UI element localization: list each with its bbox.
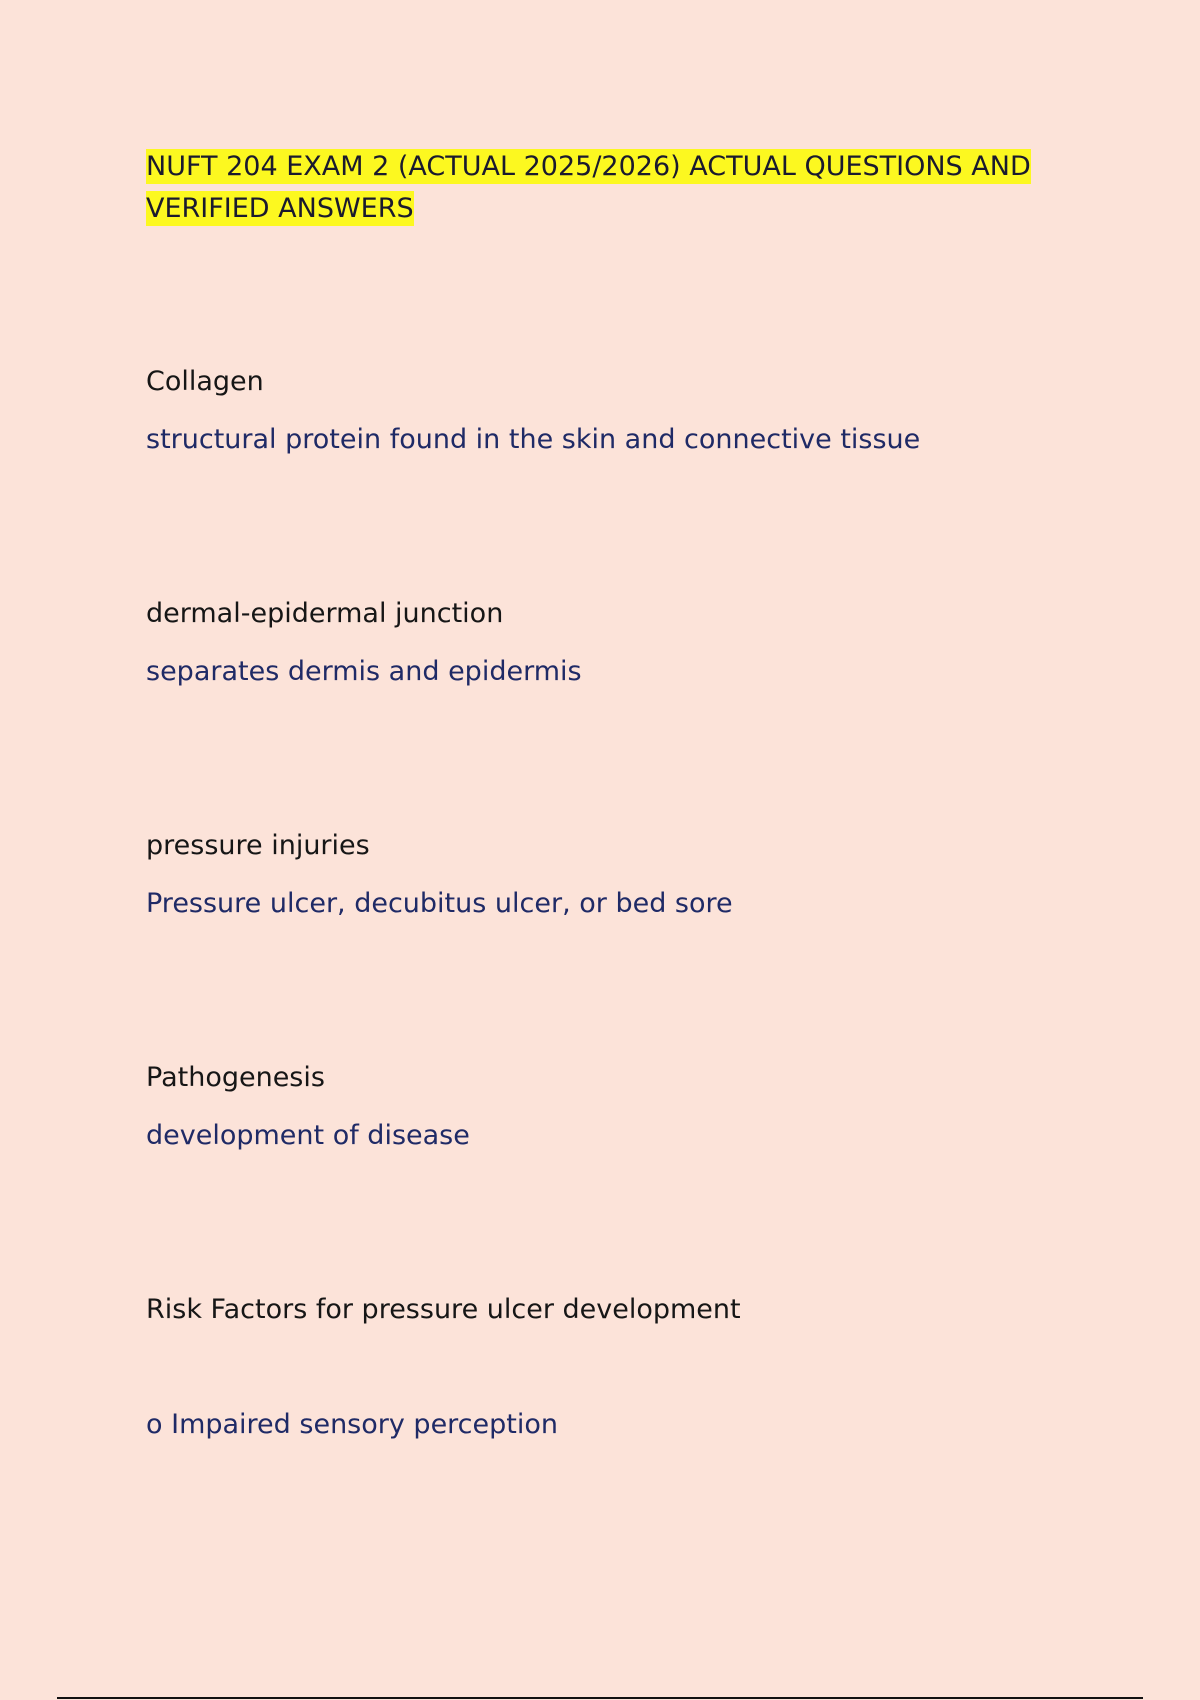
entry-term: Collagen bbox=[146, 366, 264, 397]
entry-spacer bbox=[146, 864, 1126, 886]
entry-term: dermal-epidermal junction bbox=[146, 598, 504, 629]
entry-spacer bbox=[146, 1096, 1126, 1118]
entry-term: pressure injuries bbox=[146, 830, 370, 861]
document-title bbox=[146, 146, 1046, 230]
entry-term: Pathogenesis bbox=[146, 1062, 325, 1093]
entry-definition: Pressure ulcer, decubitus ulcer, or bed sore bbox=[146, 888, 733, 919]
entry-definition: development of disease bbox=[146, 1120, 470, 1151]
flashcard-entry bbox=[146, 1292, 1126, 1443]
entry-spacer bbox=[146, 1328, 1126, 1407]
entry-definition: structural protein found in the skin and connective tissue bbox=[146, 424, 921, 455]
entry-definition: separates dermis and epidermis bbox=[146, 656, 582, 687]
flashcard-entry bbox=[146, 364, 1126, 458]
title-highlight: NUFT 204 EXAM 2 (ACTUAL 2025/2026) ACTUAL QUESTIONS AND VERIFIED ANSWERS bbox=[146, 151, 1031, 224]
flashcard-entry bbox=[146, 828, 1126, 922]
entry-definition: o Impaired sensory perception bbox=[146, 1409, 559, 1440]
entry-term: Risk Factors for pressure ulcer development bbox=[146, 1294, 741, 1325]
entry-spacer bbox=[146, 400, 1126, 422]
footer-divider bbox=[57, 1697, 1143, 1699]
flashcard-entry bbox=[146, 1060, 1126, 1154]
flashcard-entry bbox=[146, 596, 1126, 690]
entry-spacer bbox=[146, 632, 1126, 654]
